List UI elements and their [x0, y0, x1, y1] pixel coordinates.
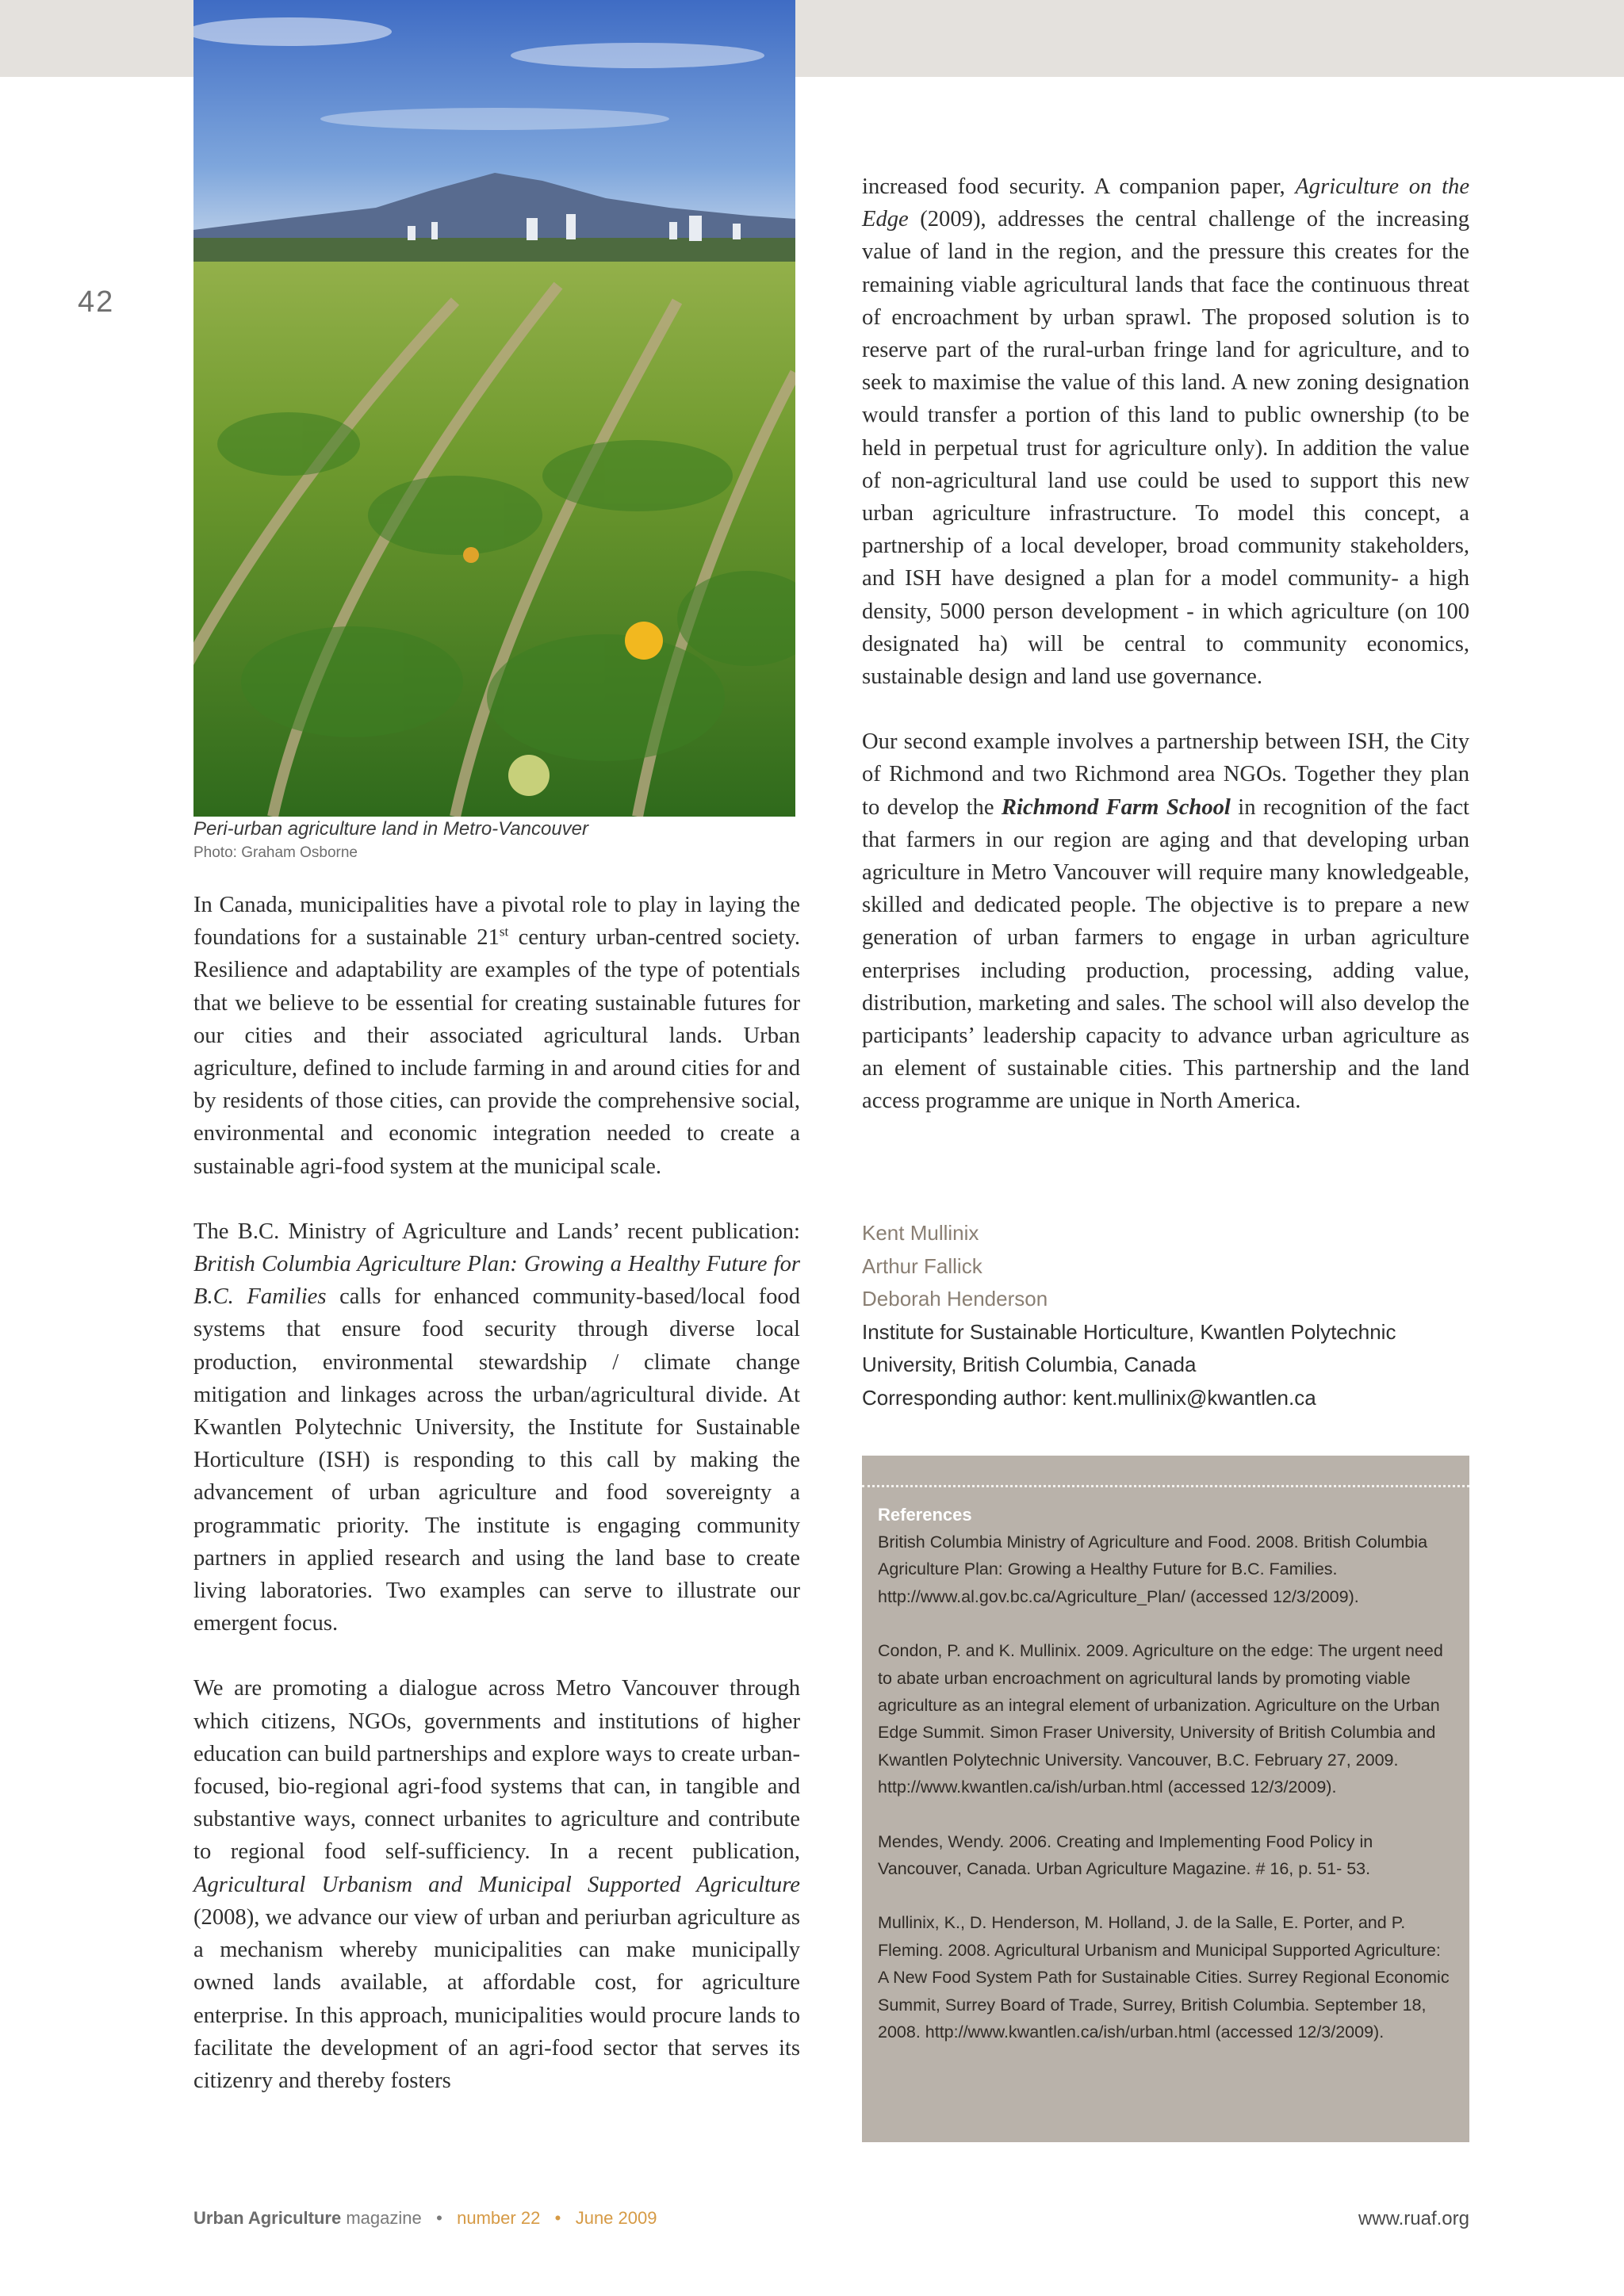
photo-credit: Photo: Graham Osborne	[193, 844, 358, 861]
paragraph: We are promoting a dialogue across Metro Vancouver through which citizens, NGOs, governments and institutions of higher education can build partnerships and explore ways to create urban-focused, bio-regional agri-food systems that can, in tangible and substantive ways, connect urbanites to agriculture and contribute to regional food self-sufficiency. In a recent publication, Agricultural Urbanism and Municipal Supported Agriculture (2008), we advance our view of urban and periurban agriculture as a mechanism whereby municipalities can make municipally owned lands available, at affordable cost, for agriculture enterprise. In this approach, municipalities would procure lands to facilitate the development of an agri-food sector that serves its citizenry and thereby fosters	[193, 1676, 800, 2093]
author-name: Arthur Fallick	[862, 1253, 982, 1278]
reference-item: British Columbia Ministry of Agriculture and Food. 2008. British Columbia Agriculture Plan: Growing a Healthy Future for B.C. Families. http://www.al.gov.bc.ca/Agriculture_Plan/ (accessed 12/3/2009).	[878, 1533, 1428, 1606]
footer-publication	[193, 2208, 657, 2229]
paragraph: increased food security. A companion paper, Agriculture on the Edge (2009), addresses the central challenge of the increasing value of land in the region, and the pressure this creates for the remaining viable agricultural lands that face the continuous threat of encroachment by urban sprawl. The proposed solution is to reserve part of the rural-urban fringe land for agriculture, and to seek to maximise the value of this land. A new zoning designation would transfer a portion of this land to public ownership (to be held in perpetual trust for agriculture only). In addition the value of non-agricultural land use could be used to support this new urban agriculture infrastructure. To model this concept, a partnership of a local developer, broad community stakeholders, and ISH have designed a plan for a model community- a high density, 5000 person development - in which agriculture (on 100 designated ha) will be central to community economics, sustainable design and land use governance.	[862, 174, 1470, 690]
issue-date: June 2009	[575, 2208, 657, 2228]
page-number: 42	[78, 285, 115, 319]
photo-caption-block	[193, 816, 796, 863]
pumpkin-field-image	[193, 0, 795, 817]
right-column	[862, 170, 1469, 1150]
footer-bullet: •	[436, 2208, 442, 2228]
paragraph: Our second example involves a partnership between ISH, the City of Richmond and two Richmond area NGOs. Together they plan to develop the Richmond Farm School in recognition of the fact that farmers in our region are aging and that developing urban agriculture in Metro Vancouver will require many knowledgeable, skilled and dedicated people. The objective is to prepare a new generation of urban farmers to engage in urban agriculture enterprises including production, processing, adding value, distribution, marketing and sales. The school will also develop the participants’ leadership capacity to advance urban agriculture as an element of sustainable cities. This partnership and the land access programme are unique in North America.	[862, 729, 1469, 1114]
author-affiliation: Institute for Sustainable Horticulture, Kwantlen Polytechnic University, British Columbia, Canada	[862, 1319, 1396, 1376]
corresponding-author: Corresponding author: kent.mullinix@kwantlen.ca	[862, 1385, 1316, 1410]
dotted-divider	[862, 1485, 1469, 1487]
author-block	[862, 1217, 1469, 1414]
paragraph: The B.C. Ministry of Agriculture and Lands’ recent publication: British Columbia Agriculture Plan: Growing a Healthy Future for B.C. Families calls for enhanced community-based/local food systems that ensure food security through diverse local production, environmental stewardship / climate change mitigation and linkages across the urban/agricultural divide. At Kwantlen Polytechnic University, the Institute for Sustainable Horticulture (ISH) is responding to this call by making the advancement of urban agriculture and food sovereignty a programmatic priority. The institute is engaging community partners in applied research and using the land base to create living laboratories. Two examples can serve to illustrate our emergent focus.	[193, 1219, 800, 1636]
author-name: Kent Mullinix	[862, 1221, 979, 1245]
references-box	[862, 1456, 1469, 2142]
magazine-brand: Urban Agriculture	[193, 2208, 342, 2228]
reference-item: Condon, P. and K. Mullinix. 2009. Agriculture on the edge: The urgent need to abate urban encroachment on agricultural lands by promoting viable agriculture as an integral element of urbanization. Agriculture on the Urban Edge Summit. Simon Fraser University, University of British Columbia and Kwantlen Polytechnic University. Vancouver, B.C. February 27, 2009. http://www.kwantlen.ca/ish/urban.html (accessed 12/3/2009).	[878, 1641, 1443, 1797]
reference-item: Mullinix, K., D. Henderson, M. Holland, J. de la Salle, E. Porter, and P. Fleming. 2008. Agricultural Urbanism and Municipal Supported Agriculture: A New Food System Path for Sustainable Cities. Surrey Regional Economic Summit, Surrey Board of Trade, Surrey, British Columbia. September 18, 2008. http://www.kwantlen.ca/ish/urban.html (accessed 12/3/2009).	[878, 1913, 1450, 2042]
magazine-label: magazine	[341, 2208, 422, 2228]
left-column	[193, 889, 800, 2130]
paragraph: In Canada, municipalities have a pivotal role to play in laying the foundations for a sustainable 21st century urban-centred society. Resilience and adaptability are examples of the type of potentials that we believe to be essential for creating sustainable futures for our cities and their associated agricultural lands. Urban agriculture, defined to include farming in and around cities for and by residents of those cities, can provide the comprehensive social, environmental and economic integration needed to create a sustainable agri-food system at the municipal scale.	[193, 893, 800, 1179]
author-name: Deborah Henderson	[862, 1287, 1048, 1311]
reference-item: Mendes, Wendy. 2006. Creating and Implementing Food Policy in Vancouver, Canada. Urban Agriculture Magazine. # 16, p. 51- 53.	[878, 1831, 1373, 1879]
footer-bullet: •	[554, 2208, 561, 2228]
references-title: References	[878, 1505, 972, 1525]
farmland-photo	[193, 0, 795, 817]
issue-number: number 22	[457, 2208, 541, 2228]
photo-caption: Peri-urban agriculture land in Metro-Vancouver	[193, 818, 589, 840]
website-link[interactable]: www.ruaf.org	[1358, 2208, 1469, 2229]
